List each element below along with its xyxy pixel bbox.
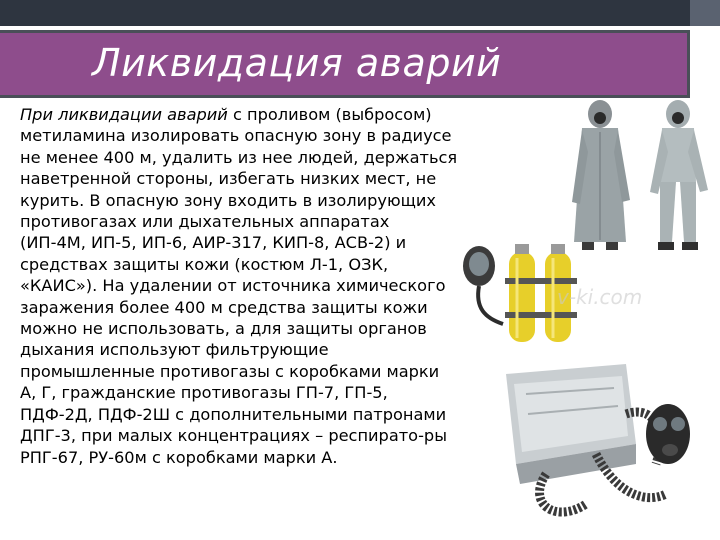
apparatus-watermark: v-ki.com: [557, 285, 643, 309]
body-lead-italic: При ликвидации аварий: [20, 105, 228, 124]
suit-overall-figure: [650, 100, 708, 250]
gas-mask-icon: [646, 404, 690, 464]
face-mask-icon: [463, 246, 503, 324]
protective-suits-image: [568, 92, 720, 252]
suit-coat-figure: [572, 100, 630, 250]
body-rest-text: с проливом (выбросом) метиламина изолировать опасную зону в радиусе не менее 400 м, удалить из нее людей, держаться наветренной стороны, избегать низких мест, не курить. В опасную зону входить в изолирующих противогазах или дыхательных аппаратах (ИП-4М, ИП-5, ИП-6, АИР-317, КИП-8, АСВ-2) и средствах защиты кожи (костюм Л-1, ОЗК, «КАИС»). На удалении от источника химического заражения более 400 м средства защиты кожи можно не использовать, а для защиты органов дыхания используют фильтрующие промышленные противогазы с коробками марки А, Г, гражданские противогазы ГП-7, ГП-5, ПДФ-2Д, ПДФ-2Ш с дополнительными патронами ДПГ-3, при малых концентрациях – респирато-ры РПГ-67, РУ-60м с коробками марки А.: [20, 105, 458, 467]
rebreather-case-icon: [506, 364, 636, 484]
title-banner: [0, 30, 690, 98]
top-bar-accent: [690, 0, 720, 26]
breathing-apparatus-image: [455, 238, 643, 358]
body-paragraph: [20, 104, 460, 468]
top-bar-dark: [0, 0, 690, 26]
top-decor-bar: [0, 0, 720, 26]
rebreather-apparatus-image: [486, 354, 706, 538]
slide-title: Ликвидация аварий: [92, 41, 502, 85]
